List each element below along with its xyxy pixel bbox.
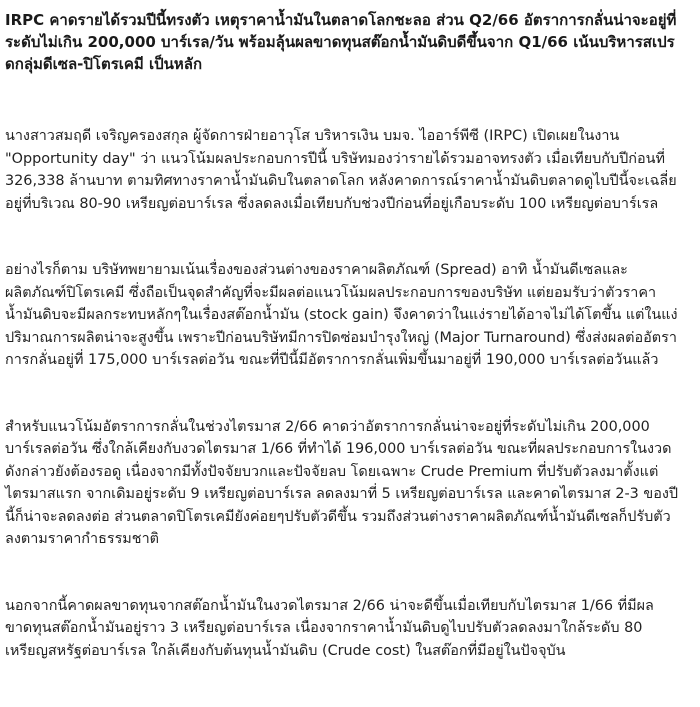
article-paragraph-1: นางสาวสมฤดี เจริญครองสกุล ผู้จัดการฝ่ายอาวุโส บริหารเงิน บมจ. ไออาร์พีซี (IRPC) เปิดเผยในงาน "Opportunity day" ว่า แนวโน้มผลประกอบการปีนี้ บริษัทมองว่ารายได้รวมอาจทรงตัว เมื่อเทียบกับปีก่อนที่ 326,338 ล้านบาท ตามทิศทางราคาน้ำมันดิบในตลาดโลก หลังคาดการณ์ราคาน้ำมันดิบตลาดดูไบปีนี้จะเฉลี่ยอยู่ที่บริเวณ 80-90 เหรียญต่อบาร์เรล ซึ่งลดลงเมื่อเทียบกับช่วงปีก่อนที่อยู่เกือบระดับ 100 เหรียญต่อบาร์เรล bbox=[5, 128, 677, 212]
article-paragraph-4: นอกจากนี้คาดผลขาดทุนจากสต๊อกน้ำมันในงวดไตรมาส 2/66 น่าจะดีขึ้นเมื่อเทียบกับไตรมาส 1/66 ที่มีผลขาดทุนสต๊อกน้ำมันอยู่ราว 3 เหรียญต่อบาร์เรล เนื่องจากราคาน้ำมันดิบดูไบปรับตัวลดลงมาใกล้ระดับ 80 เหรียญสหรัฐต่อบาร์เรล ใกล้เคียงกับต้นทุนน้ำมันดิบ (Crude cost) ในสต๊อกที่มีอยู่ในปัจจุบัน bbox=[5, 597, 654, 659]
article-headline: IRPC คาดรายได้รวมปีนี้ทรงตัว เหตุราคาน้ำมันในตลาดโลกชะลอ ส่วน Q2/66 อัตราการกลั่นน่าจะอยู่ที่ระดับไม่เกิน 200,000 บาร์เรล/วัน พร้อมลุ้นผลขาดทุนสต๊อกน้ำมันดิบดีขึ้นจาก Q1/66 เน้นบริหารสเปรดกลุ่มดีเซล-ปิโตรเคมี เป็นหลัก bbox=[5, 11, 677, 73]
article-paragraph-2: อย่างไรก็ตาม บริษัทพยายามเน้นเรื่องของส่วนต่างของราคาผลิตภัณฑ์ (Spread) อาทิ น้ำมันดีเซลและผลิตภัณฑ์ปิโตรเคมี ซึ่งถือเป็นจุดสำคัญที่จะมีผลต่อแนวโน้มผลประกอบการของบริษัท แต่ยอมรับว่าตัวราคาน้ำมันดิบจะมีผลกระทบหลักๆในเรื่องสต๊อกน้ำมัน (stock gain) จึงคาดว่าในแง่รายได้อาจไม่ได้โตขึ้น แต่ในแง่ปริมาณการผลิตน่าจะสูงขึ้น เพราะปีก่อนบริษัทมีการปิดซ่อมบำรุงใหญ่ (Major Turnaround) ซึ่งส่งผลต่ออัตราการกลั่นอยู่ที่ 175,000 บาร์เรลต่อวัน ขณะที่ปีนี้มีอัตราการกลั่นเพิ่มขึ้นมาอยู่ที่ 190,000 บาร์เรลต่อวันแล้ว bbox=[5, 262, 678, 368]
article-paragraph-3: สำหรับแนวโน้มอัตราการกลั่นในช่วงไตรมาส 2/66 คาดว่าอัตราการกลั่นน่าจะอยู่ที่ระดับไม่เกิน 200,000 บาร์เรลต่อวัน ซึ่งใกล้เคียงกับงวดไตรมาส 1/66 ที่ทำได้ 196,000 บาร์เรลต่อวัน ขณะที่ผลประกอบการในงวดดังกล่าวยังต้องรอดู เนื่องจากมีทั้งปัจจัยบวกและปัจจัยลบ โดยเฉพาะ Crude Premium ที่ปรับตัวลงมาตั้งแต่ไตรมาสแรก จากเดิมอยู่ระดับ 9 เหรียญต่อบาร์เรล ลดลงมาที่ 5 เหรียญต่อบาร์เรล และคาดไตรมาส 2-3 ของปีนี้ก็น่าจะลดลงต่อ ส่วนตลาดปิโตรเคมียังค่อยๆปรับตัวดีขึ้น รวมถึงส่วนต่างราคาผลิตภัณฑ์น้ำมันดีเซลก็ปรับตัวลงตามราคากำธรรมชาติ bbox=[5, 418, 679, 547]
